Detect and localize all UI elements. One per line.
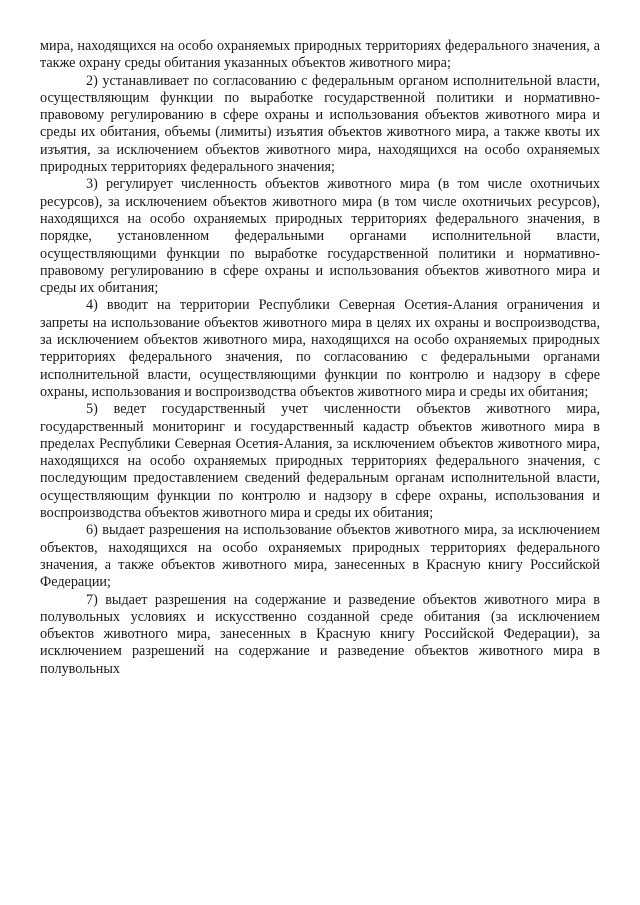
paragraph-item-5: 5) ведет государственный учет численности объектов животного мира, государственный мониторинг и государственный кадастр объектов животного мира в пределах Республики Северная Осетия-Алания, за исключением объектов животного мира, находящихся на особо охраняемых природных территориях федерального значения, с последующим предоставлением сведений федеральным органам исполнительной власти, осуществляющим функции по контролю и надзору в сфере охраны, использования и воспроизводства объектов животного мира и среды их обитания; <box>40 401 600 522</box>
document-page <box>40 38 600 678</box>
paragraph-item-7: 7) выдает разрешения на содержание и разведение объектов животного мира в полувольных условиях и искусственно созданной среде обитания (за исключением объектов животного мира, занесенных в Красную книгу Российской Федерации), за исключением разрешений на содержание и разведение объектов животного мира в полувольных <box>40 591 600 677</box>
paragraph-item-4: 4) вводит на территории Республики Северная Осетия-Алания ограничения и запреты на использование объектов животного мира в целях их охраны и воспроизводства, за исключением объектов животного мира, находящихся на особо охраняемых природных территориях федерального значения, по согласованию с федеральными органами исполнительной власти, осуществляющими функции по контролю и надзору в сфере охраны, использования и воспроизводства объектов животного мира и среды их обитания; <box>40 297 600 400</box>
paragraph-item-3: 3) регулирует численность объектов животного мира (в том числе охотничьих ресурсов), за исключением объектов животного мира (в том числе охотничьих ресурсов), находящихся на особо охраняемых природных территориях федерального значения, в порядке, установленном федеральными органами исполнительной власти, осуществляющими функции по выработке государственной политики и нормативно-правовому регулированию в сфере охраны и использования объектов животного мира и среды их обитания; <box>40 176 600 297</box>
paragraph-item-6: 6) выдает разрешения на использование объектов животного мира, за исключением объектов, находящихся на особо охраняемых природных территориях федерального значения, а также объектов животного мира, занесенных в Красную книгу Российской Федерации; <box>40 522 600 591</box>
paragraph-item-2: 2) устанавливает по согласованию с федеральным органом исполнительной власти, осуществляющим функции по выработке государственной политики и нормативно-правовому регулированию в сфере охраны и использования объектов животного мира и среды их обитания, объемы (лимиты) изъятия объектов животного мира, а также квоты их изъятия, за исключением объектов животного мира, находящихся на особо охраняемых природных территориях федерального значения; <box>40 72 600 176</box>
paragraph-continuation: мира, находящихся на особо охраняемых природных территориях федерального значения, а также охрану среды обитания указанных объектов животного мира; <box>40 38 600 72</box>
